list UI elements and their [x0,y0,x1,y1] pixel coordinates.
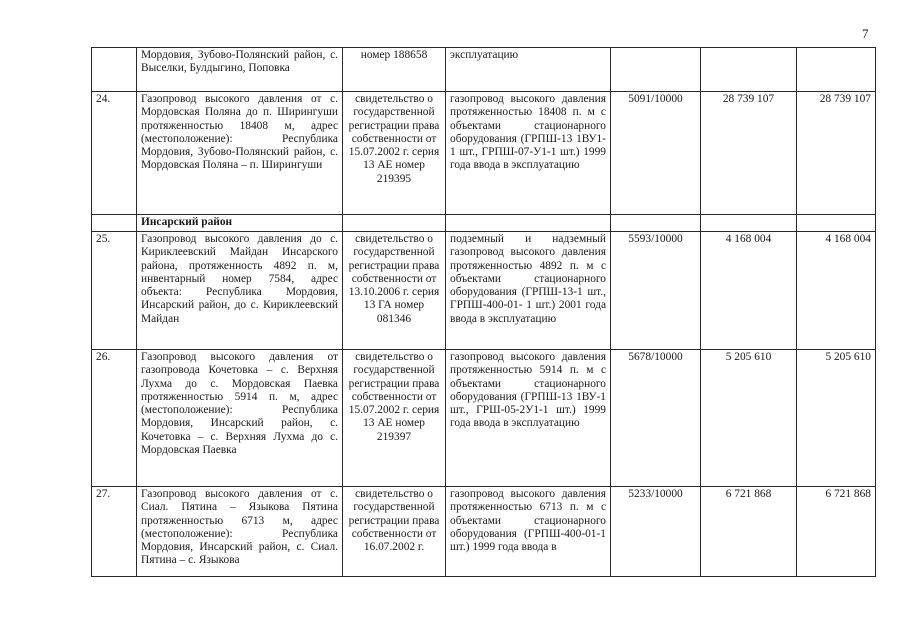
section-row [92,215,876,232]
value-cell: 5 205 610 [797,350,876,487]
value-cell: 4 168 004 [701,232,797,350]
object-description: Газопровод высокого давления до с. Кириклеевский Майдан Инсарского района, протяженность 4892 п. м, инвентарный номер 7584, адрес объекта: Республика Мордовия, Инсарский район, до с. Кириклеевский Майдан [137,232,343,350]
table-row [92,92,876,215]
section-title: Инсарский район [137,215,343,232]
row-number [92,215,137,232]
value-cell [701,48,797,92]
empty-cell [446,215,611,232]
property-register-table [91,47,876,577]
object-description: Газопровод высокого давления от газопровода Кочетовка – с. Верхняя Лухма до с. Мордовская Паевка протяженностью 5914 п. м, адрес (местоположение): Республика Мордовия, Инсарский район, с. Кочетовка – с. Верхняя Лухма до с. Мордовская Паевка [137,350,343,487]
empty-cell [343,215,446,232]
object-description: Мордовия, Зубово-Полянский район, с. Выселки, Булдыгино, Поповка [137,48,343,92]
table-row [92,487,876,577]
table-row [92,48,876,92]
share-fraction: 5593/10000 [611,232,701,350]
object-characteristics: подземный и надземный газопровод высокого давления протяженностью 4892 п. м с объектами стационарного оборудования (ГРПШ-13-1 шт., ГРПШ-400-01- 1 шт.) 2001 года ввода в эксплуатацию [446,232,611,350]
value-cell: 4 168 004 [797,232,876,350]
empty-cell [701,215,797,232]
share-fraction: 5091/10000 [611,92,701,215]
registration-certificate: свидетельство о государственной регистрации права собственности от 13.10.2006 г. серия 13 ГА номер 081346 [343,232,446,350]
share-fraction: 5233/10000 [611,487,701,577]
value-cell: 6 721 868 [797,487,876,577]
row-number [92,48,137,92]
table-row [92,232,876,350]
registration-certificate: свидетельство о государственной регистрации права собственности от 15.07.2002 г. серия 13 АЕ номер 219395 [343,92,446,215]
row-number: 25. [92,232,137,350]
value-cell: 28 739 107 [797,92,876,215]
registration-certificate: свидетельство о государственной регистрации права собственности от 15.07.2002 г. серия 13 АЕ номер 219397 [343,350,446,487]
object-characteristics: газопровод высокого давления протяженностью 18408 п. м с объектами стационарного оборудования (ГРПШ-13 1ВУ1-1 шт., ГРПШ-07-У1-1 шт.) 1999 года ввода в эксплуатацию [446,92,611,215]
value-cell [797,48,876,92]
page-number: 7 [862,26,869,41]
object-description: Газопровод высокого давления от с. Мордовская Поляна до п. Ширингуши протяженностью 18408 м, адрес (местоположение): Республика Мордовия, Зубово-Полянский район, с. Мордовская Поляна – п. Ширингуши [137,92,343,215]
empty-cell [611,215,701,232]
registration-certificate: свидетельство о государственной регистрации права собственности от 16.07.2002 г. [343,487,446,577]
row-number: 27. [92,487,137,577]
object-characteristics: газопровод высокого давления протяженностью 5914 п. м с объектами стационарного оборудования (ГРПШ-13 1ВУ-1 шт., ГРШ-05-2У1-1 шт.) 1999 года ввода в эксплуатацию [446,350,611,487]
value-cell: 6 721 868 [701,487,797,577]
row-number: 26. [92,350,137,487]
row-number: 24. [92,92,137,215]
object-characteristics: эксплуатацию [446,48,611,92]
registration-certificate: номер 188658 [343,48,446,92]
empty-cell [797,215,876,232]
value-cell: 5 205 610 [701,350,797,487]
object-description: Газопровод высокого давления от с. Сиал. Пятина – Языкова Пятина протяженностью 6713 м, адрес (местоположение): Республика Мордовия, Инсарский район, с. Сиал. Пятина – с. Языкова [137,487,343,577]
share-fraction [611,48,701,92]
value-cell: 28 739 107 [701,92,797,215]
object-characteristics: газопровод высокого давления протяженностью 6713 п. м с объектами стационарного оборудования (ГРПШ-400-01-1 шт.) 1999 года ввода в [446,487,611,577]
table-row [92,350,876,487]
share-fraction: 5678/10000 [611,350,701,487]
